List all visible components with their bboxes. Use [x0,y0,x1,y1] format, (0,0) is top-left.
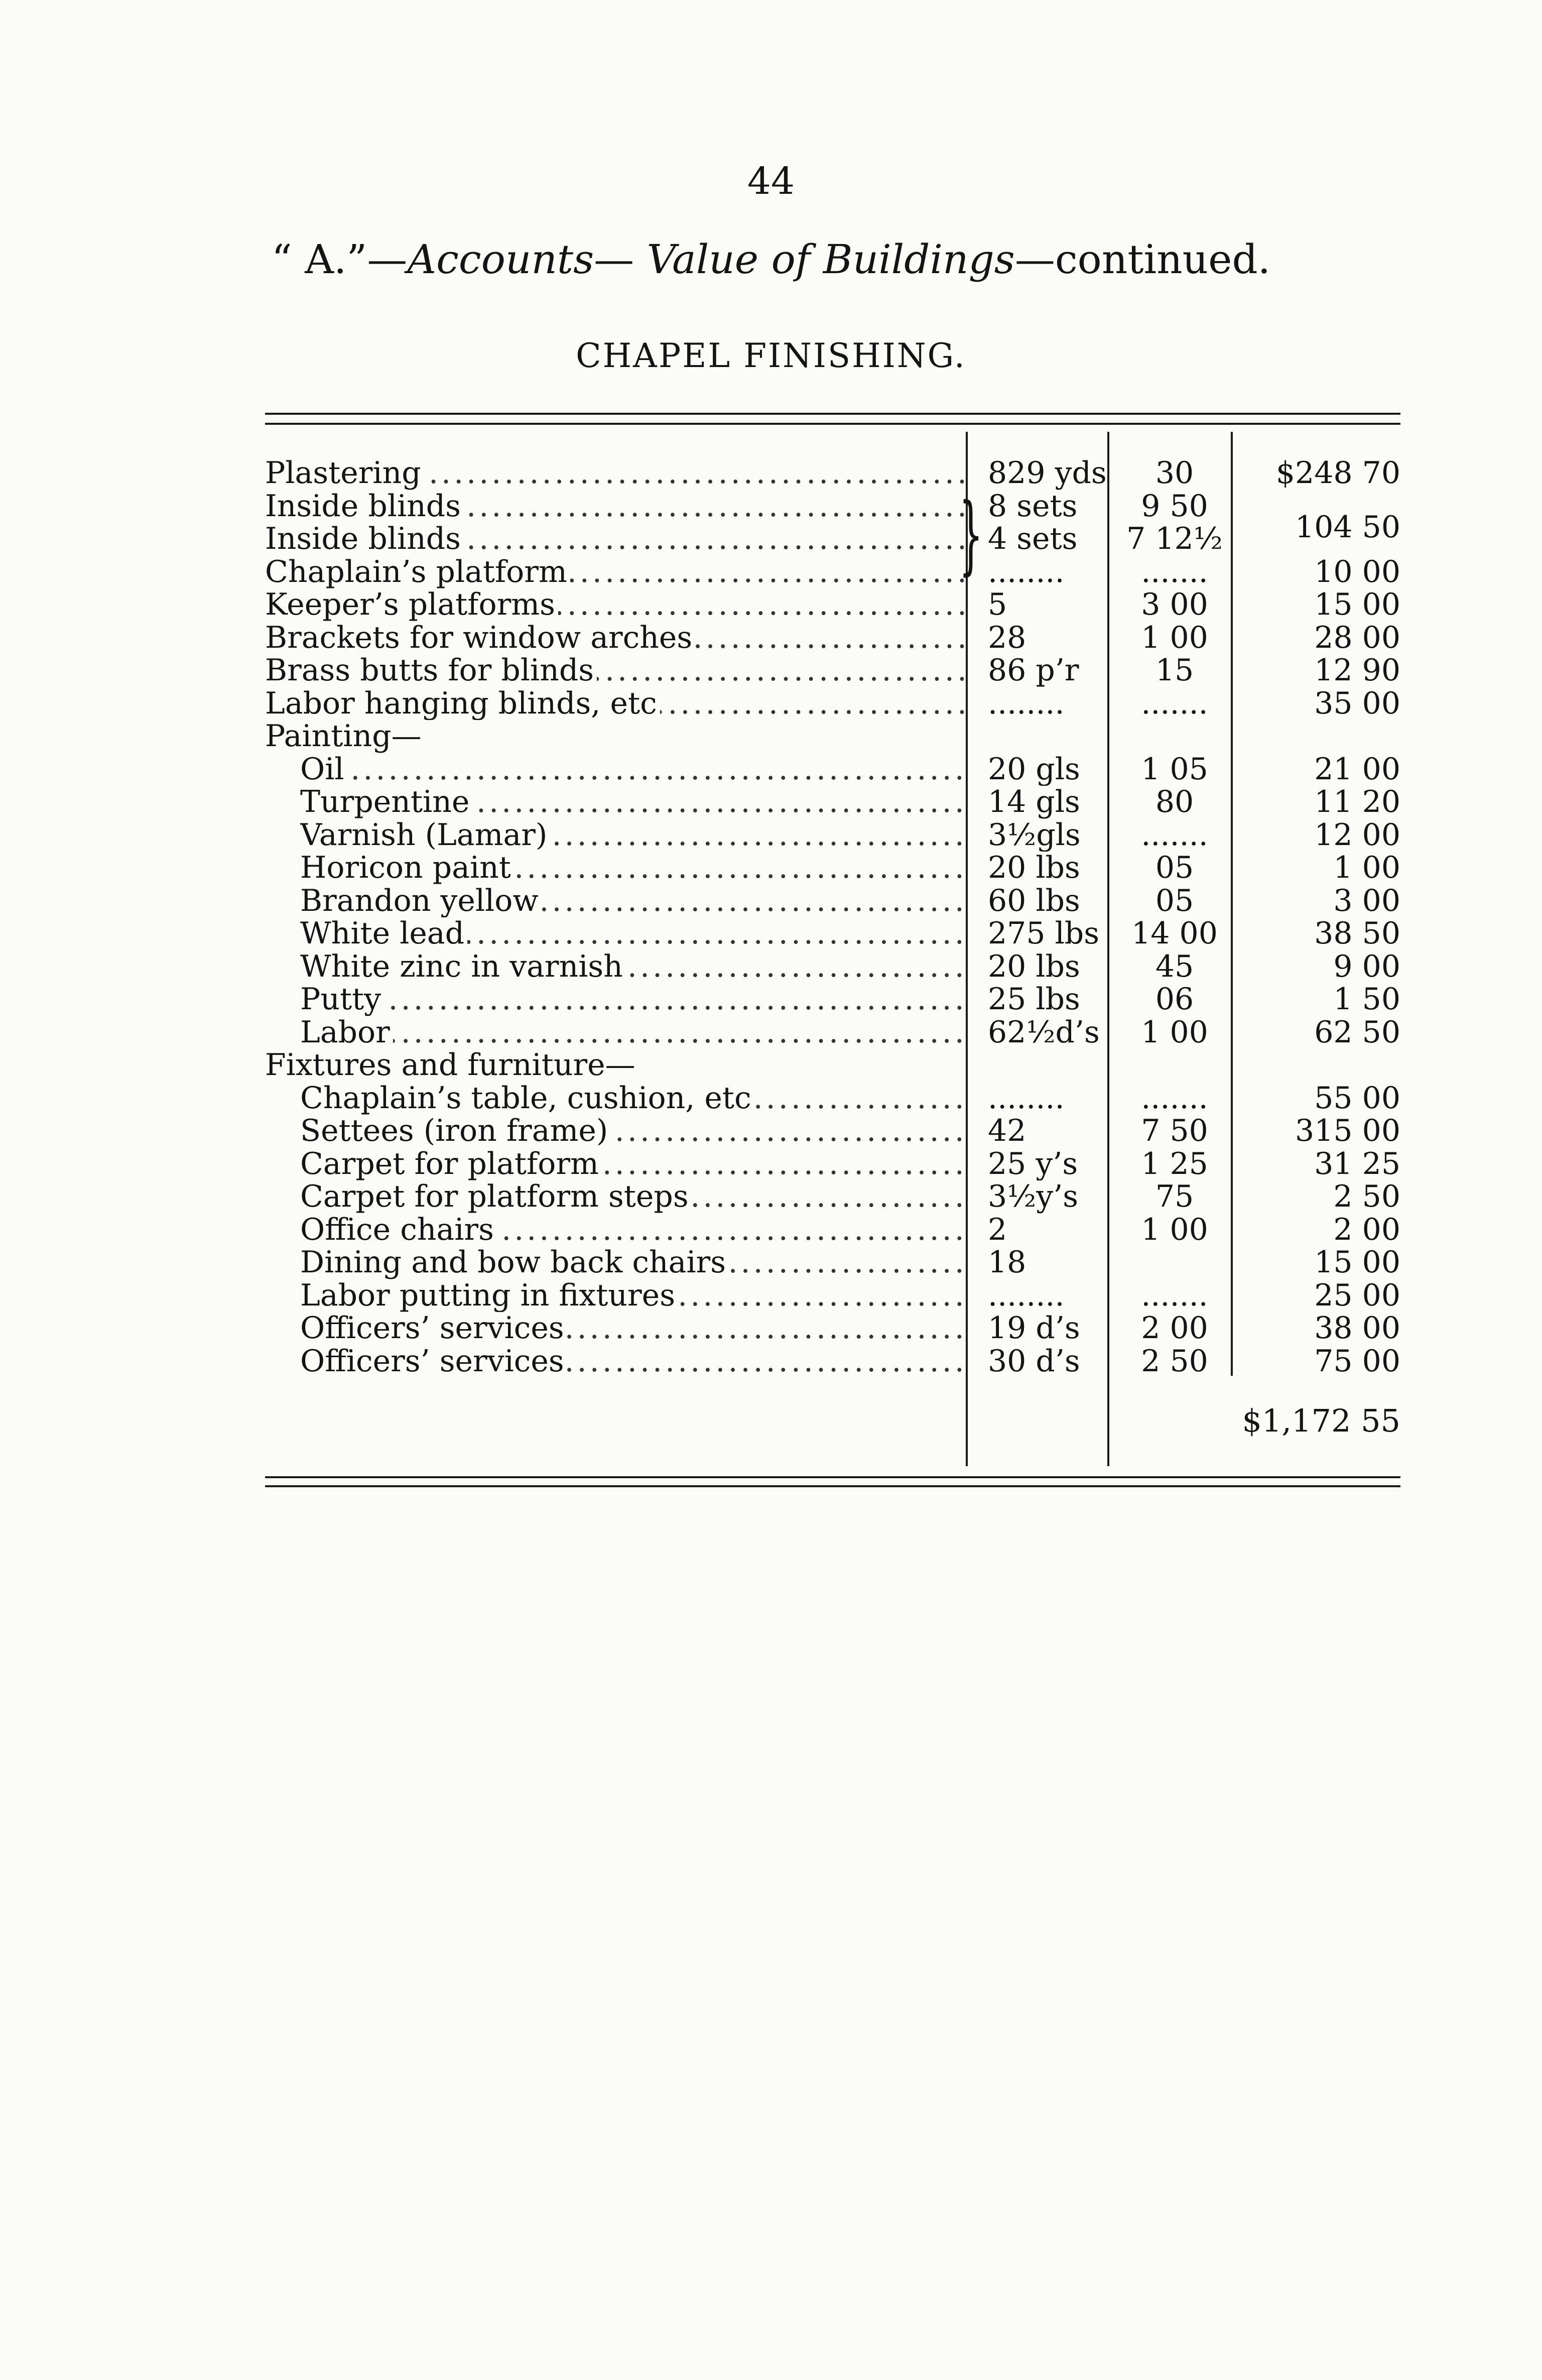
table-row [265,457,1400,490]
row-quantity [973,720,1113,753]
row-rate [1119,1049,1230,1082]
total-amount: $1,172 55 [1242,1402,1400,1439]
row-label-text: Carpet for platform [300,1148,602,1181]
table-row [265,1180,1400,1214]
row-label [300,950,964,984]
row-label-text: Dining and bow back chairs [300,1246,729,1279]
row-amount: 12 90 [1314,654,1400,687]
row-amount: 28 00 [1314,621,1400,654]
row-label-text: Putty [300,983,384,1016]
table-row [265,950,1400,984]
row-label-text: Turpentine [300,786,472,819]
row-label [265,457,964,490]
row-rate: 1 00 [1141,621,1208,654]
row-quantity: 28 [988,621,1026,654]
row-label [300,1312,964,1345]
row-rate: 05 [1155,884,1194,917]
row-rate: 30 [1155,457,1194,490]
row-label [300,1082,964,1115]
row-amount: 21 00 [1314,753,1400,786]
row-quantity: 20 lbs [988,950,1080,983]
row-label [265,622,964,655]
row-label [265,1049,964,1082]
row-rate: ....... [1141,1279,1208,1312]
row-label-text: Painting— [265,720,425,753]
table-row [265,622,1400,655]
row-amount: 2 00 [1333,1213,1400,1246]
row-quantity: 25 y’s [988,1147,1078,1180]
leader-dots [300,983,964,1016]
row-quantity: 3½gls [988,818,1081,852]
table-row [265,1115,1400,1148]
table-row [265,1148,1400,1181]
row-label [265,588,964,622]
row-rate: ....... [1141,1082,1208,1115]
heading-dash: — [594,236,647,283]
row-label-text: Brandon yellow [300,885,542,918]
row-rate [1119,720,1230,753]
table-row [265,687,1400,721]
row-rate: 80 [1155,786,1194,819]
table-row [265,917,1400,950]
row-amount: 9 00 [1333,950,1400,983]
row-rate: 75 [1155,1180,1194,1214]
row-amount: 25 00 [1314,1279,1400,1312]
row-rate: 3 00 [1141,588,1208,622]
table-row [265,1214,1400,1247]
table-row [265,983,1400,1016]
row-rate: 1 05 [1141,753,1208,786]
row-label [300,1180,964,1214]
row-label-text: Settees (iron frame) [300,1115,611,1148]
row-amount: 1 00 [1333,852,1400,885]
table-row [265,1279,1400,1313]
row-rate: ....... [1141,818,1208,852]
accounts-table [265,457,1400,1378]
row-quantity: 275 lbs [988,917,1099,950]
table-row [265,556,1400,589]
row-label [300,885,964,918]
row-amount: 55 00 [1314,1082,1400,1115]
heading-suffix: —continued. [1014,236,1271,283]
row-amount: 62 50 [1314,1016,1400,1049]
section-title: CHAPEL FINISHING. [576,336,966,375]
table-row [265,852,1400,885]
row-quantity: 19 d’s [988,1312,1080,1345]
row-amount: 15 00 [1314,588,1400,622]
row-label-text: Labor putting in fixtures [300,1279,678,1313]
row-amount: 10 00 [1314,555,1400,588]
table-row [265,720,1400,753]
row-quantity: ........ [988,1279,1065,1312]
row-label [300,786,964,819]
row-amount: 1 50 [1333,983,1400,1016]
row-label-text: White zinc in varnish [300,950,626,984]
row-quantity: 829 yds [988,457,1107,490]
row-label [265,687,964,721]
row-label [300,917,964,950]
row-label [300,1246,964,1279]
row-quantity: 20 lbs [988,852,1080,885]
row-rate: 7 12½ [1126,523,1223,556]
table-row [265,523,1400,556]
row-amount: $248 70 [1275,457,1400,490]
table-row [265,1246,1400,1279]
row-label-text: Inside blinds [265,490,464,523]
row-rate: 06 [1155,983,1194,1016]
row-label-text: Officers’ services [300,1312,567,1345]
heading-prefix: “ A.”— [271,236,408,283]
table-row [265,588,1400,622]
row-quantity: ........ [988,687,1065,720]
row-amount: 75 00 [1314,1345,1400,1378]
row-rate: 2 00 [1141,1312,1208,1345]
row-quantity: 42 [988,1115,1026,1148]
row-label [265,523,964,556]
row-label-text: Oil [300,753,347,786]
row-label [300,1214,964,1247]
bottom-rule-2 [265,1485,1400,1487]
row-rate: 9 50 [1141,490,1208,523]
row-amount: 35 00 [1314,687,1400,720]
row-rate [1119,1246,1230,1279]
row-label [300,1148,964,1181]
row-label-text: Brass butts for blinds [265,654,597,687]
row-label-text: Labor [300,1016,393,1049]
row-rate: ....... [1141,687,1208,720]
row-quantity: 30 d’s [988,1345,1080,1378]
row-rate: 2 50 [1141,1345,1208,1378]
leader-dots [300,753,964,786]
row-rate: 1 00 [1141,1213,1208,1246]
top-rule-1 [265,413,1400,415]
row-label-text: Office chairs [300,1214,497,1247]
row-label-text: Varnish (Lamar) [300,819,550,852]
row-label [300,1279,964,1313]
row-amount: 38 50 [1314,917,1400,950]
row-amount: 315 00 [1295,1115,1400,1148]
row-quantity: 4 sets [988,523,1078,556]
row-label [265,556,964,589]
row-quantity: 8 sets [988,490,1078,523]
row-quantity: 25 lbs [988,983,1080,1016]
total-row [265,1401,1400,1441]
brace-icon: } [959,485,983,584]
row-amount: 38 00 [1314,1312,1400,1345]
row-rate: 45 [1155,950,1194,983]
table-row [265,490,1400,523]
row-quantity: 20 gls [988,753,1080,786]
row-label [300,1115,964,1148]
row-quantity: 5 [988,588,1007,622]
bottom-rule-1 [265,1476,1400,1478]
leader-dots [300,1016,964,1049]
page-number: 44 [747,160,795,203]
row-label-text: Horicon paint [300,852,514,885]
row-quantity: 18 [988,1246,1026,1279]
row-quantity [973,1049,1113,1082]
row-rate: 14 00 [1131,917,1218,950]
row-label [300,753,964,786]
row-quantity: 14 gls [988,786,1080,819]
heading-accounts: Accounts [407,236,594,283]
table-row [265,1312,1400,1345]
page-heading [0,236,1542,283]
row-label-text: Carpet for platform steps [300,1180,692,1214]
table-row [265,1082,1400,1115]
row-amount: 12 00 [1314,818,1400,852]
row-label-text: Officers’ services [300,1345,567,1378]
row-quantity: 2 [988,1213,1007,1246]
row-label-text: Labor hanging blinds, etc [265,687,660,721]
top-rule-2 [265,423,1400,425]
row-rate: 7 50 [1141,1115,1208,1148]
row-rate: 1 25 [1141,1147,1208,1180]
row-label [265,720,964,753]
row-label [265,654,964,687]
row-quantity: 62½d’s [988,1016,1100,1049]
row-label-text: Keeper’s platforms [265,588,558,622]
row-label-text: Chaplain’s table, cushion, etc [300,1082,754,1115]
row-quantity: 3½y’s [988,1180,1079,1214]
row-amount: 11 20 [1314,786,1400,819]
row-label [265,490,964,523]
table-row [265,1016,1400,1049]
table-row [265,819,1400,852]
row-quantity: 60 lbs [988,884,1080,917]
row-amount: 3 00 [1333,884,1400,917]
row-rate: ....... [1141,555,1208,588]
row-amount [1234,1049,1400,1082]
heading-value-of-buildings: Value of Buildings [647,236,1015,283]
row-amount: 15 00 [1314,1246,1400,1279]
row-label [300,852,964,885]
row-label-text: White lead [300,917,467,950]
row-label-text: Fixtures and furniture— [265,1049,638,1082]
row-amount: 31 25 [1314,1147,1400,1180]
row-label [300,1345,964,1378]
table-row [265,654,1400,687]
row-label [300,1016,964,1049]
row-rate: 15 [1155,654,1194,687]
table-row [265,786,1400,819]
row-label-text: Chaplain’s platform [265,556,570,589]
row-label-text: Plastering [265,457,424,490]
row-label [300,819,964,852]
row-quantity: ........ [988,1082,1065,1115]
table-row [265,1049,1400,1082]
blinds-combined-amount: 104 50 [1295,510,1400,545]
row-amount: 2 50 [1333,1180,1400,1214]
row-label-text: Inside blinds [265,523,464,556]
row-amount [1234,720,1400,753]
table-row [265,885,1400,918]
table-row [265,1345,1400,1378]
row-rate: 1 00 [1141,1016,1208,1049]
row-label [300,983,964,1016]
row-quantity: 86 p’r [988,654,1079,687]
row-rate: 05 [1155,852,1194,885]
table-row [265,753,1400,786]
row-label-text: Brackets for window arches [265,622,695,655]
row-quantity: ........ [988,555,1065,588]
